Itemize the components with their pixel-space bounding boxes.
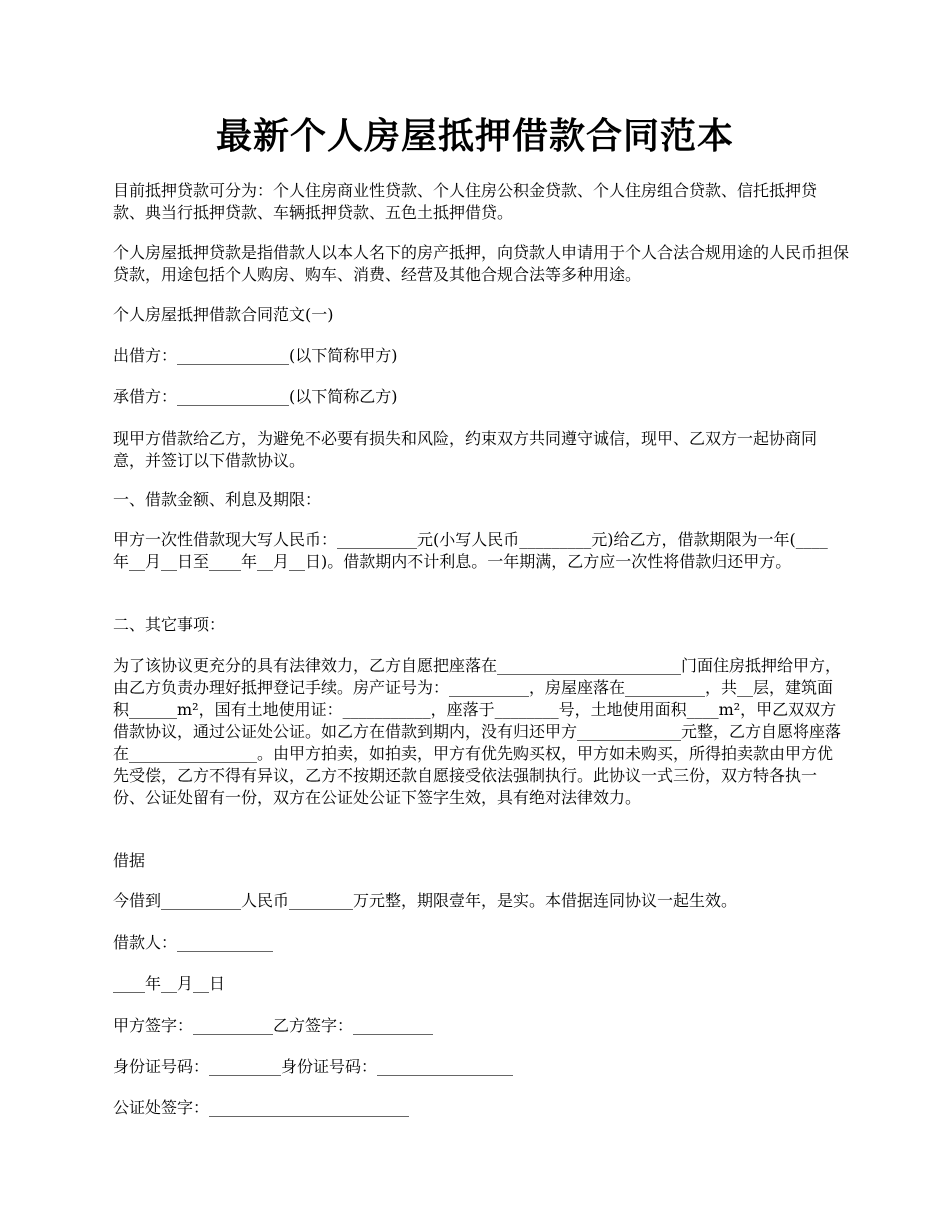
borrower-signature-line: 借款人：____________	[113, 933, 274, 952]
notary-signature-line: 公证处签字：_________________________	[113, 1098, 410, 1117]
lender-line: 出借方：______________(以下简称甲方)	[113, 346, 398, 365]
document-title: 最新个人房屋抵押借款合同范本	[215, 115, 734, 157]
intro-paragraph: 目前抵押贷款可分为：个人住房商业性贷款、个人住房公积金贷款、个人住房组合贷款、信托抵押贷款、典当行抵押贷款、车辆抵押贷款、五色土抵押借贷。	[113, 181, 818, 222]
date-line: ____年__月__日	[113, 974, 226, 993]
section-one-heading: 一、借款金额、利息及期限：	[113, 490, 322, 509]
definition-paragraph: 个人房屋抵押贷款是指借款人以本人名下的房产抵押，向贷款人申请用于个人合法合规用途的人民币担保贷款，用途包括个人购房、购车、消费、经营及其他合规合法等多种用途。	[113, 243, 850, 284]
contract-heading: 个人房屋抵押借款合同范文(一)	[113, 305, 334, 324]
agreement-intro: 现甲方借款给乙方，为避免不必要有损失和风险，约束双方共同遵守诚信，现甲、乙双方一起协商同意，并签订以下借款协议。	[113, 429, 818, 470]
receipt-text: 今借到__________人民币________万元整，期限壹年，是实。本借据连同协议一起生效。	[113, 891, 738, 910]
loan-terms-paragraph: 甲方一次性借款现大写人民币：__________元(小写人民币_________元)给乙方，借款期限为一年(____年__月__日至____年__月__日)。借款期内不计利息。一年期满，乙方应一次性将借款归还甲方。	[113, 530, 828, 571]
party-signature-line: 甲方签字：__________乙方签字：__________	[113, 1016, 434, 1035]
section-two-heading: 二、其它事项：	[113, 615, 226, 634]
borrower-line: 承借方：______________(以下简称乙方)	[113, 387, 398, 406]
mortgage-terms-paragraph: 为了该协议更充分的具有法律效力，乙方自愿把座落在_______________________门面住房抵押给甲方，由乙方负责办理好抵押登记手续。房产证号为：__________，房屋座落在__________，共__层，建筑面积______m²，国有土地使用证：___________，座落于________号，土地使用面积____m²，甲乙双双方借款协议，通过公证处公证。如乙方在借款到期内，没有归还甲方_____________元整，乙方自愿将座落在________________。由甲方拍卖，如拍卖，甲方有优先购买权，甲方如未购买，所得拍卖款由甲方优先受偿，乙方不得有异议，乙方不按期还款自愿接受依法强制执行。此协议一式三份，双方特各执一份、公证处留有一份，双方在公证处公证下签字生效，具有绝对法律效力。	[113, 656, 842, 807]
receipt-heading: 借据	[113, 851, 146, 870]
id-number-line: 身份证号码：_________身份证号码：_________________	[113, 1057, 514, 1076]
